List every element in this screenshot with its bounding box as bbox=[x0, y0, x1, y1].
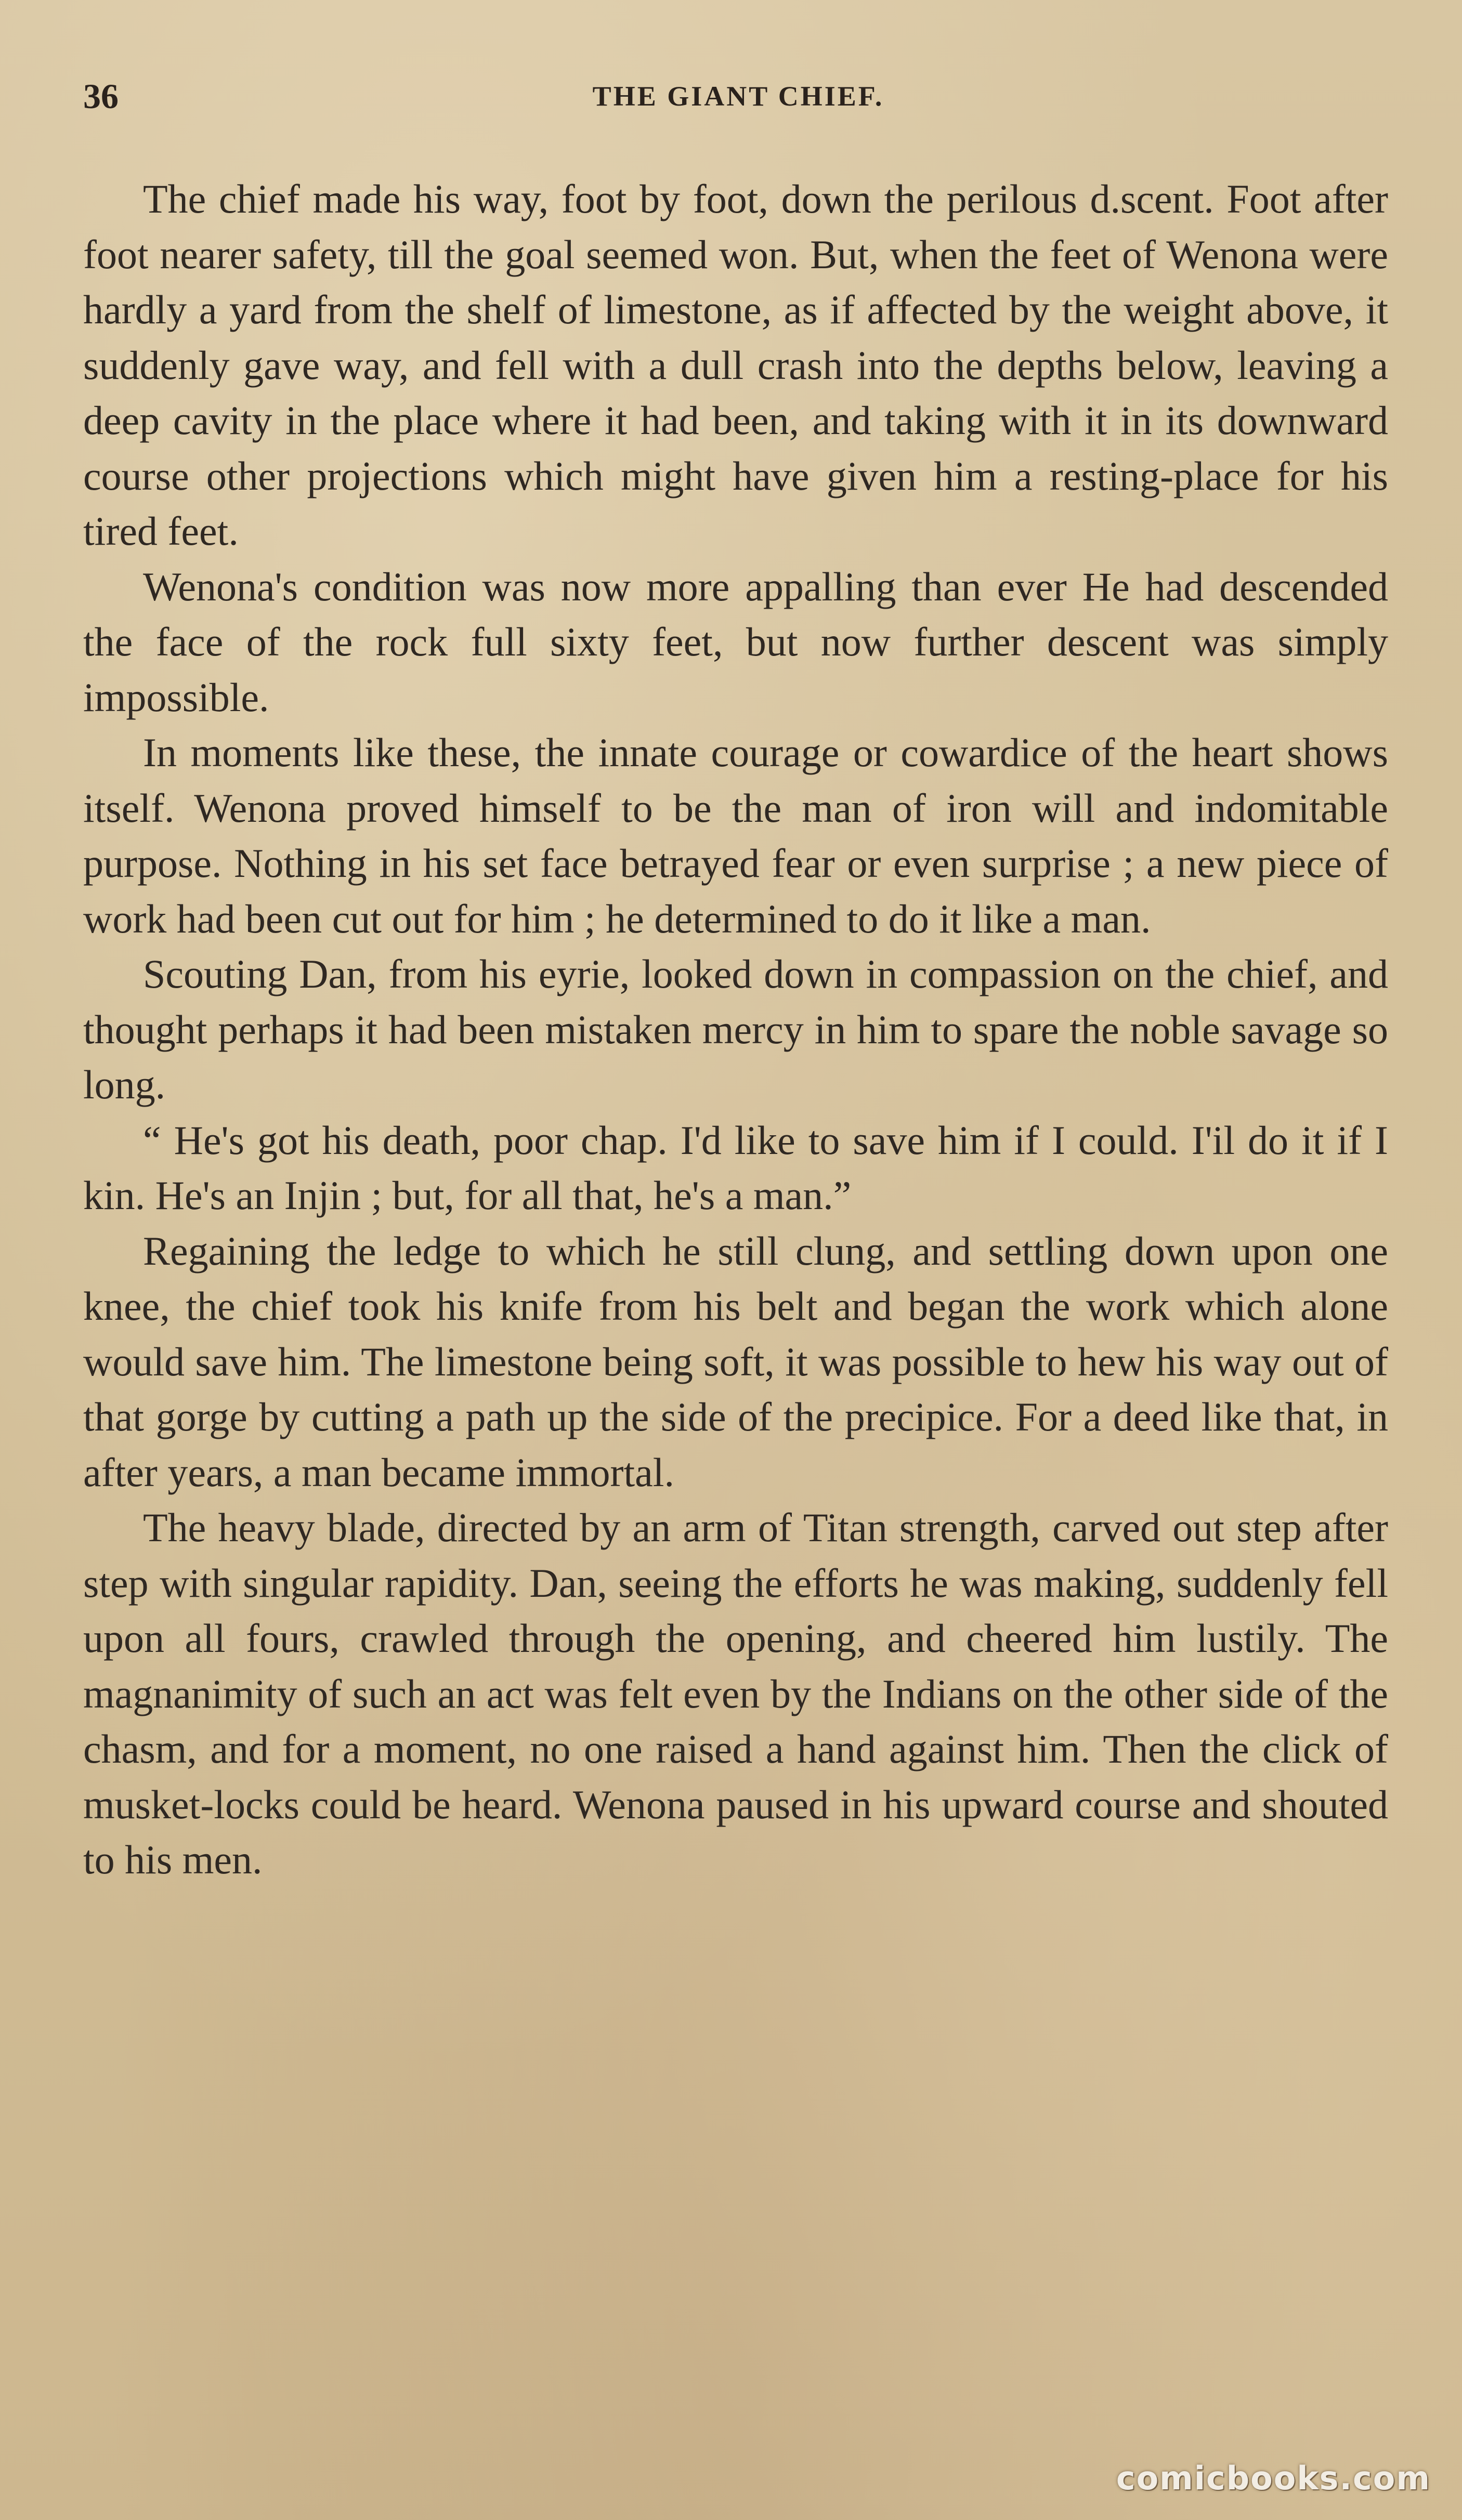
paragraph: “ He's got his death, poor chap. I'd like to save him if I could. I'il do it if I kin. He's an Injin ; but, for all that, he's a man.” bbox=[83, 1117, 1388, 1218]
paragraph: Scouting Dan, from his eyrie, looked down in compassion on the chief, and thought perhaps it had been mistaken mercy in him to spare the noble savage so long. bbox=[83, 951, 1388, 1107]
running-head: THE GIANT CHIEF. bbox=[592, 81, 884, 112]
page-number: 36 bbox=[83, 76, 119, 116]
paragraph: The heavy blade, directed by an arm of Titan strength, carved out step after step with singular rapidity. Dan, seeing the efforts he was making, suddenly fell upon all fours, crawled through the opening, and cheered him lustily. The magnanimity of such an act was felt even by the Indians on the other side of the chasm, and for a moment, no one raised a hand against him. Then the click of musket-locks could be heard. Wenona paused in his upward course and shouted to his men. bbox=[83, 1505, 1388, 1882]
paragraph: Regaining the ledge to which he still clung, and settling down upon one knee, the chief took his knife from his belt and began the work which alone would save him. The limestone being soft, it was possible to hew his way out of that gorge by cutting a path up the side of the precipice. For a deed like that, in after years, a man became immortal. bbox=[83, 1228, 1388, 1495]
body-text bbox=[83, 172, 1388, 1888]
paragraph: Wenona's condition was now more appalling than ever He had descended the face of the rock full sixty feet, but now further descent was simply impossible. bbox=[83, 563, 1388, 720]
watermark: comicbooks.com bbox=[1116, 2459, 1431, 2497]
paragraph: The chief made his way, foot by foot, down the perilous d.scent. Foot after foot nearer safety, till the goal seemed won. But, when the feet of Wenona were hardly a yard from the shelf of limestone, as if affected by the weight above, it suddenly gave way, and fell with a dull crash into the depths below, leaving a deep cavity in the place where it had been, and taking with it in its downward course other projections which might have given him a resting-place for his tired feet. bbox=[83, 176, 1388, 554]
paragraph: In moments like these, the innate courage or cowardice of the heart shows itself. Wenona proved himself to be the man of iron will and indomitable purpose. Nothing in his set face betrayed fear or even surprise ; a new piece of work had been cut out for him ; he determined to do it like a man. bbox=[83, 730, 1388, 941]
page-header bbox=[83, 73, 1393, 120]
